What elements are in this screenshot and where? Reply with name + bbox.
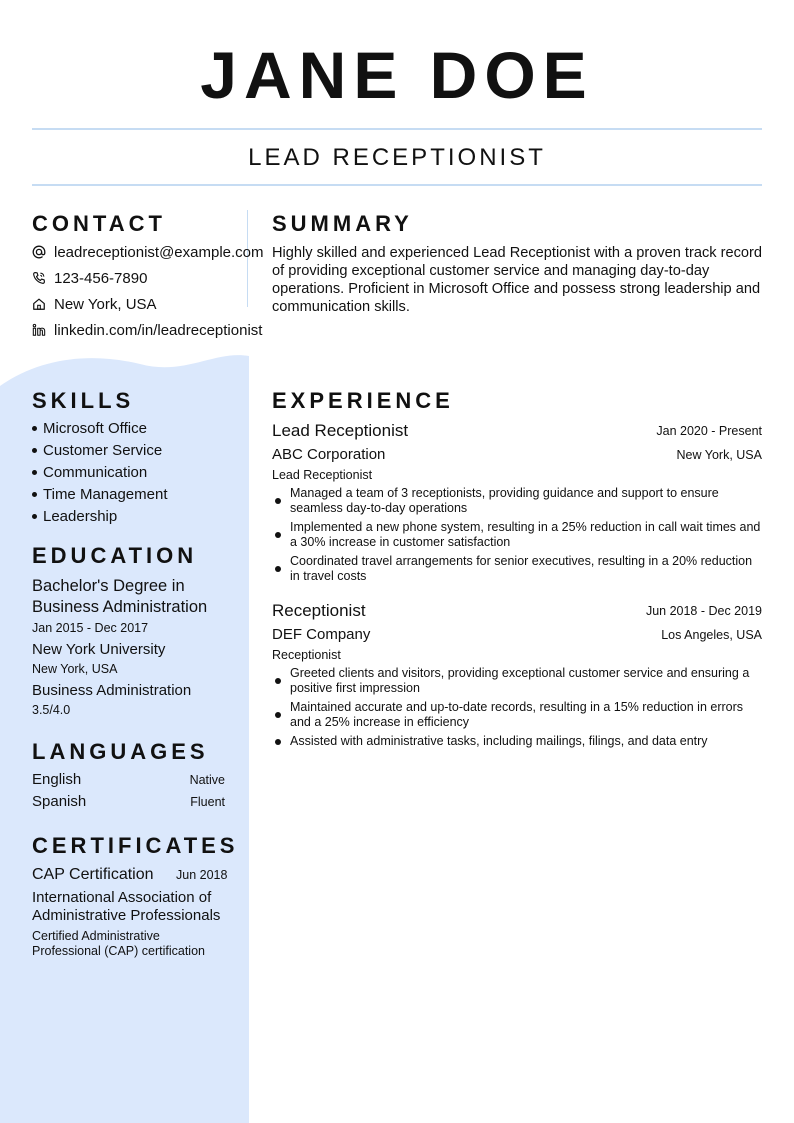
header-rule-bottom — [32, 184, 762, 186]
certificate-name: CAP Certification — [32, 866, 154, 883]
languages-heading: LANGUAGES — [32, 739, 209, 764]
job-bullet: Maintained accurate and up-to-date records, resulting in a 15% reduction in errors and a 25% increase in efficiency — [272, 700, 762, 730]
language-row — [32, 771, 225, 788]
job-dates: Jan 2020 - Present — [656, 424, 762, 438]
job-company: ABC Corporation — [272, 446, 386, 463]
phone-icon — [32, 271, 46, 285]
contact-heading: CONTACT — [32, 211, 166, 236]
education-dates: Jan 2015 - Dec 2017 — [32, 621, 149, 635]
contact-phone-text: 123-456-7890 — [54, 269, 148, 287]
education-school: New York University — [32, 641, 166, 658]
language-level: Native — [189, 773, 225, 787]
skill-item: Communication — [32, 463, 147, 483]
education-degree: Bachelor's Degree in Business Administration — [32, 577, 208, 616]
education-field: Business Administration — [32, 682, 192, 699]
contact-phone[interactable] — [32, 268, 147, 288]
candidate-name: JANE DOE — [200, 38, 594, 112]
contact-location — [32, 294, 157, 314]
job-dates: Jun 2018 - Dec 2019 — [645, 604, 762, 618]
skill-item: Time Management — [32, 485, 168, 505]
education-location: New York, USA — [32, 662, 118, 676]
education-gpa: 3.5/4.0 — [32, 703, 71, 717]
language-row — [32, 793, 225, 810]
home-icon — [32, 297, 46, 311]
summary-heading: SUMMARY — [272, 211, 413, 236]
job-bullet: Coordinated travel arrangements for senior executives, resulting in a 20% reduction in travel costs — [272, 554, 762, 584]
language-name: Spanish — [32, 793, 87, 810]
skill-item: Microsoft Office — [32, 419, 147, 439]
candidate-title: LEAD RECEPTIONIST — [248, 144, 546, 171]
contact-linkedin[interactable] — [32, 320, 262, 340]
job-bullet: Implemented a new phone system, resulting in a 25% reduction in call wait times and a 30% increase in customer satisfaction — [272, 520, 762, 550]
job-title: Lead Receptionist — [272, 421, 409, 440]
contact-location-text: New York, USA — [54, 295, 157, 313]
header-rule-top — [32, 128, 762, 130]
skills-heading: SKILLS — [32, 388, 135, 413]
contact-email[interactable] — [32, 242, 264, 262]
job-role: Lead Receptionist — [272, 468, 373, 482]
job-location: New York, USA — [676, 448, 762, 462]
skill-item: Leadership — [32, 507, 117, 527]
certificates-heading: CERTIFICATES — [32, 833, 239, 858]
contact-email-text: leadreceptionist@example.com — [54, 243, 264, 261]
certificate-description: Certified Administrative Professional (CAP) certification — [32, 929, 205, 958]
job-company: DEF Company — [272, 626, 371, 643]
job-bullet: Greeted clients and visitors, providing exceptional customer service and ensuring a positive first impression — [272, 666, 762, 696]
job-role: Receptionist — [272, 648, 341, 662]
experience-heading: EXPERIENCE — [272, 388, 454, 413]
linkedin-icon — [32, 323, 46, 337]
summary-text: Highly skilled and experienced Lead Receptionist with a proven track record of providing exceptional customer service and managing day-to-day operations. Proficient in Microsoft Office and possess strong leadership and communication skills. — [272, 245, 762, 315]
contact-linkedin-text: linkedin.com/in/leadreceptionist — [54, 321, 263, 339]
at-icon — [32, 245, 46, 259]
job-title: Receptionist — [272, 601, 366, 620]
certificate-issuer: International Association of Administrative Professionals — [32, 889, 221, 924]
job-bullet: Assisted with administrative tasks, including mailings, filings, and data entry — [272, 734, 762, 749]
job-location: Los Angeles, USA — [661, 628, 762, 642]
skill-item: Customer Service — [32, 441, 162, 461]
language-level: Fluent — [190, 795, 225, 809]
job-bullet: Managed a team of 3 receptionists, providing guidance and support to ensure seamless day-to-day operations — [272, 486, 762, 516]
certificate-date: Jun 2018 — [176, 868, 228, 882]
education-heading: EDUCATION — [32, 543, 198, 568]
language-name: English — [32, 771, 82, 788]
